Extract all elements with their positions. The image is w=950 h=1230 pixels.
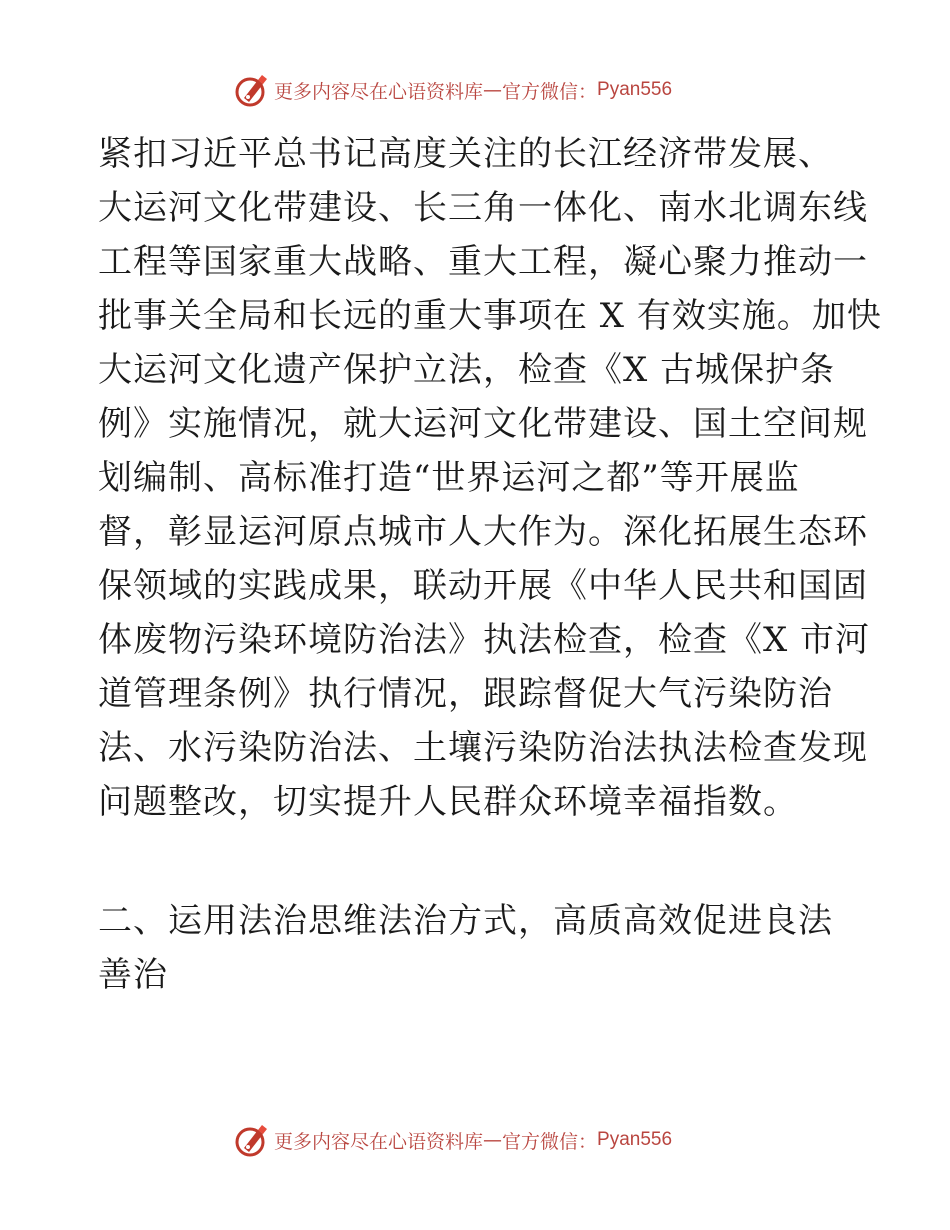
watermark-wechat-label: 官方微信：: [502, 1130, 598, 1153]
footer-watermark: [232, 1120, 672, 1160]
paragraph-line: 法、水污染防治法、土壤污染防治法执法检查发现: [98, 728, 868, 768]
paragraph-line: 督，彰显运河原点城市人大作为。深化拓展生态环: [98, 512, 868, 552]
paragraph-line: 保领域的实践成果，联动开展《中华人民共和国固: [98, 566, 868, 606]
watermark-wechat-id: Pyan556: [597, 1129, 673, 1150]
paragraph-line: 问题整改，切实提升人民群众环境幸福指数。: [98, 782, 798, 822]
watermark-wechat-label: 官方微信：: [502, 80, 598, 103]
paragraph-line: 批事关全局和长远的重大事项在 X 有效实施。加快: [98, 296, 882, 336]
watermark-text: 更多内容尽在心语资料库: [274, 1130, 484, 1153]
watermark-dash: —: [483, 79, 503, 101]
paragraph-line: 紧扣习近平总书记高度关注的长江经济带发展、: [98, 134, 833, 174]
paragraph-line: 例》实施情况，就大运河文化带建设、国土空间规: [98, 404, 868, 444]
watermark-dash: —: [483, 1129, 503, 1151]
section-heading-line: 善治: [98, 955, 168, 995]
body-paragraph: [98, 127, 882, 829]
paragraph-line: 划编制、高标准打造“世界运河之都”等开展监: [98, 458, 800, 498]
section-heading-line: 二、运用法治思维法治方式，高质高效促进良法: [98, 901, 833, 941]
paragraph-line: 体废物污染环境防治法》执法检查，检查《X 市河: [98, 620, 871, 660]
watermark-wechat-id: Pyan556: [597, 79, 673, 100]
pen-nib-logo-icon: [232, 1120, 272, 1160]
paragraph-line: 道管理条例》执行情况，跟踪督促大气污染防治: [98, 674, 833, 714]
pen-nib-logo-icon: [232, 70, 272, 110]
header-watermark: [232, 70, 672, 110]
paragraph-line: 大运河文化遗产保护立法，检查《X 古城保护条: [98, 350, 836, 390]
paragraph-line: 工程等国家重大战略、重大工程，凝心聚力推动一: [98, 242, 868, 282]
paragraph-line: 大运河文化带建设、长三角一体化、南水北调东线: [98, 188, 868, 228]
watermark-text: 更多内容尽在心语资料库: [274, 80, 484, 103]
section-heading: [98, 893, 858, 1001]
